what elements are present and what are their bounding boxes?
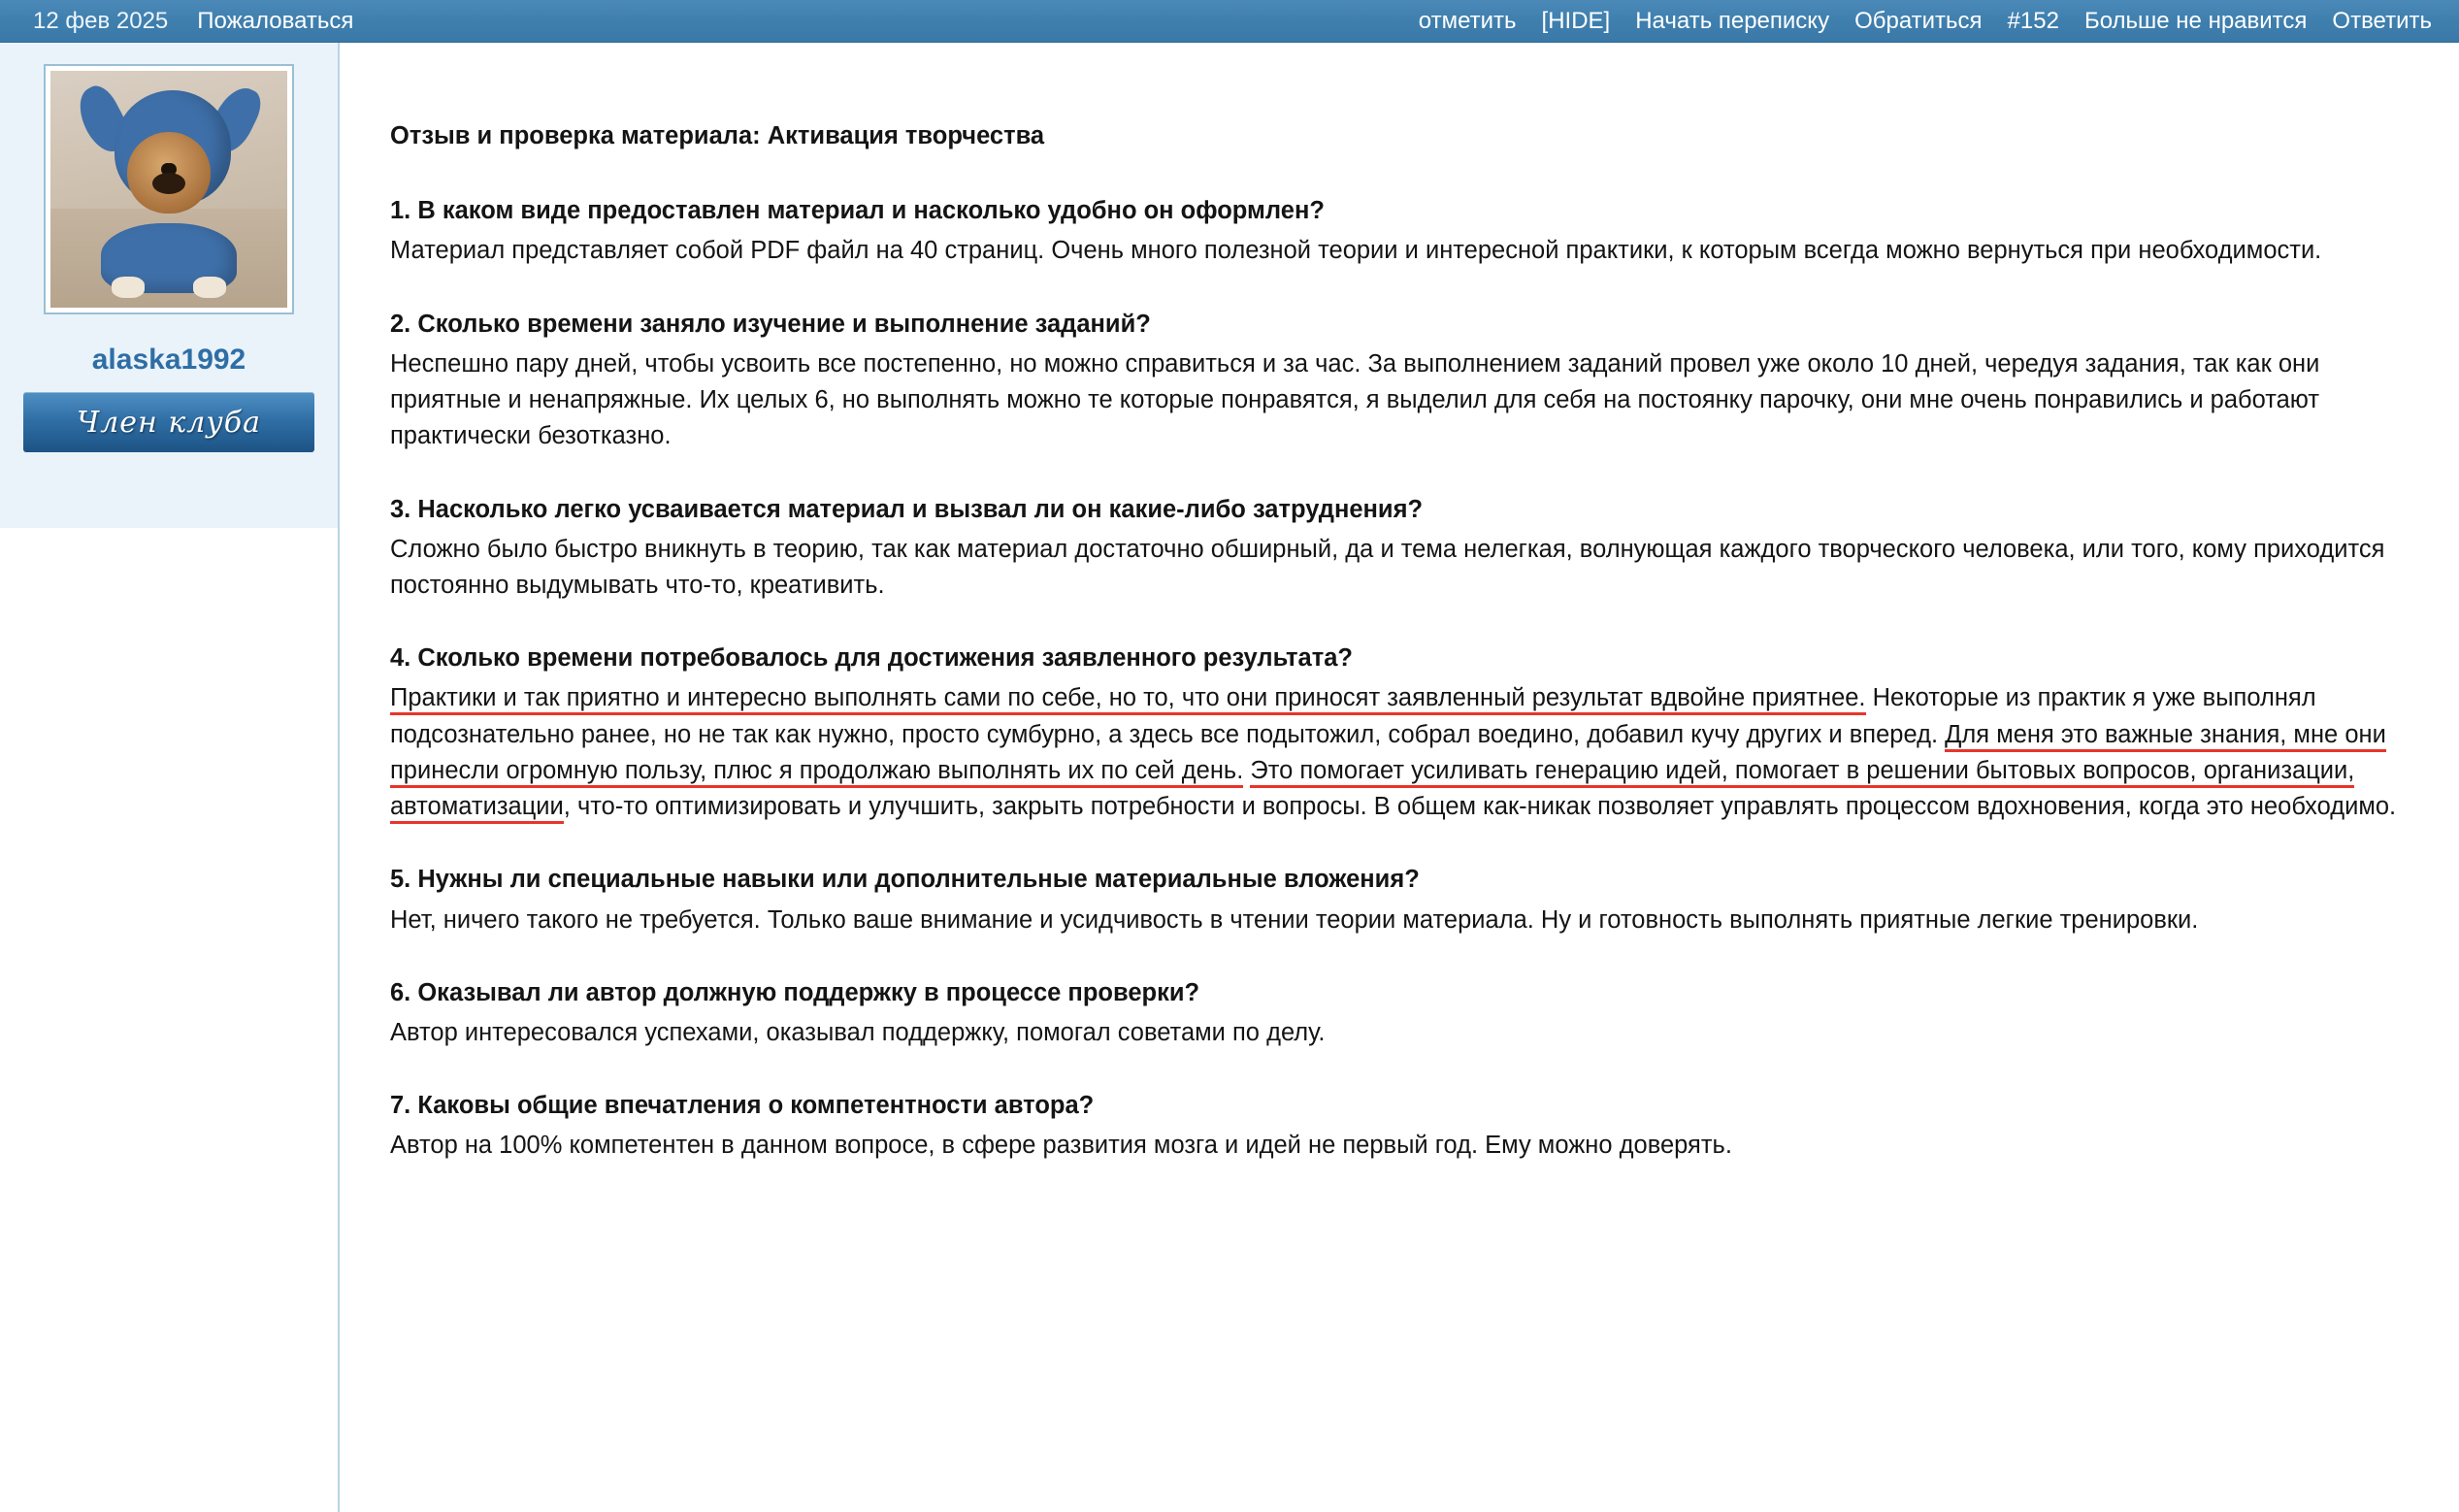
question-5: 5. Нужны ли специальные навыки или дополнительные материальные вложения? [390,866,1420,894]
answer-5: Нет, ничего такого не требуется. Только ваше внимание и усидчивость в чтении теории материала. Ну и готовность выполнять приятные легкие тренировки. [390,905,2199,934]
answer-3: Сложно было быстро вникнуть в теорию, так как материал достаточно обширный, да и тема нелегкая, волнующая каждого творческого человека, или того, кому приходится постоянно выдумывать что-то, креативить. [390,535,2385,599]
answer-4-highlight-2: Для меня это важные знания, мне они принесли огромную пользу, плюс я продолжаю выполнять их по сей день. [390,721,2386,788]
question-6: 6. Оказывал ли автор должную поддержку в процессе проверки? [390,978,1200,1006]
page-title: Отзыв и проверка материала: Активация творчества [390,122,1045,149]
complain-link[interactable]: Пожаловаться [197,7,354,34]
answer-7: Автор на 100% компетентен в данном вопросе, в сфере развития мозга и идей не первый год. Ему можно доверять. [390,1132,1732,1160]
answer-4-highlight-3: Это помогает усиливать генерацию идей, помогает в решении бытовых вопросов, организации, автоматизации [390,757,2354,824]
post-body [0,43,2459,1512]
answer-4 [390,680,2420,825]
post-date: 12 фев 2025 [33,7,169,34]
hide-link[interactable]: [HIDE] [1541,7,1611,34]
post-toolbar-left [33,8,353,35]
mark-link[interactable]: отметить [1418,7,1517,34]
question-2: 2. Сколько времени заняло изучение и выполнение заданий? [390,310,1151,338]
post-content [340,43,2459,1512]
post-number-link[interactable]: #152 [2007,7,2059,34]
avatar[interactable] [44,64,294,314]
status-badge: Член клуба [23,392,314,452]
answer-4-text-1: Некоторые из практик я уже выполнял подсознательно ранее, но не так как нужно, просто сумбурно, а здесь все подытожил, собрал воедино, добавил кучу других и вперед. [390,684,2316,748]
answer-4-highlight-1: Практики и так приятно и интересно выполнять сами по себе, но то, что они приносят заявленный результат вдвойне приятнее. [390,684,1866,715]
post-toolbar [0,0,2459,43]
contact-link[interactable]: Обратиться [1854,7,1983,34]
post-toolbar-right [1419,8,2432,35]
answer-4-text-2: , что-то оптимизировать и улучшить, закрыть потребности и вопросы. В общем как-никак позволяет управлять процессом вдохновения, когда это необходимо. [563,793,2397,821]
reply-link[interactable]: Ответить [2332,7,2432,34]
question-3: 3. Насколько легко усваивается материал и вызвал ли он какие-либо затруднения? [390,495,1424,523]
start-conversation-link[interactable]: Начать переписку [1635,7,1830,34]
author-column-filler [0,528,338,1512]
author-column [0,43,340,1512]
author-nickname[interactable]: alaska1992 [91,344,246,376]
dislike-link[interactable]: Больше не нравится [2083,7,2308,34]
question-1: 1. В каком виде предоставлен материал и насколько удобно он оформлен? [390,197,1325,225]
question-4: 4. Сколько времени потребовалось для достижения заявленного результата? [390,644,1353,673]
answer-2: Неспешно пару дней, чтобы усвоить все постепенно, но можно справиться и за час. За выполнением заданий провел уже около 10 дней, чередуя задания, так как они приятные и ненапряжные. Их целых 6, но выполнять можно те которые понравятся, я выделил для себя на постоянку парочку, они мне очень понравились и работают практически безотказно. [390,349,2320,450]
answer-1: Материал представляет собой PDF файл на 40 страниц. Очень много полезной теории и интересной практики, к которым всегда можно вернуться при необходимости. [390,237,2322,265]
question-7: 7. Каковы общие впечатления о компетентности автора? [390,1092,1095,1120]
cat-in-blue-hood-icon [50,71,287,308]
answer-6: Автор интересовался успехами, оказывал поддержку, помогал советами по делу. [390,1018,1326,1046]
